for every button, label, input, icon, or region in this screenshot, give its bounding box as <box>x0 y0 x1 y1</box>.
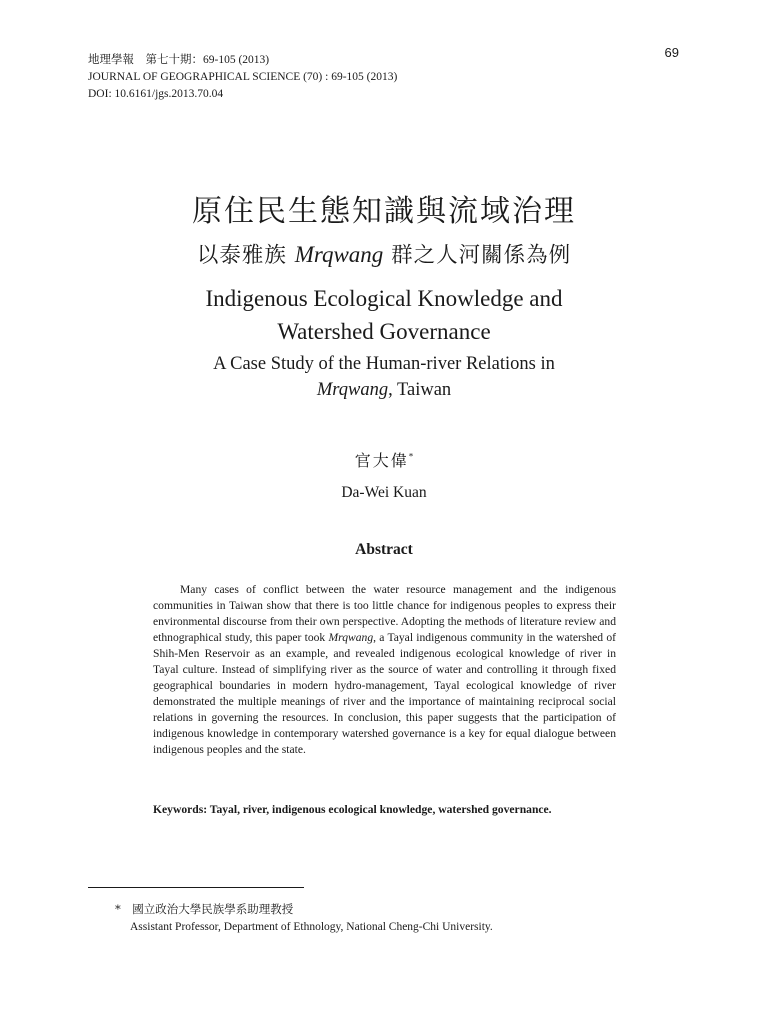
abstract-heading: Abstract <box>355 541 413 558</box>
doi: DOI: 10.6161/jgs.2013.70.04 <box>88 88 224 100</box>
subtitle-zh <box>0 238 768 269</box>
page-number: 69 <box>664 45 679 60</box>
subtitle-zh-latin: Mrqwang <box>294 242 384 267</box>
subtitle-en-suffix: , Taiwan <box>388 380 452 400</box>
journal-header <box>88 52 397 103</box>
subtitle-zh-suffix: 群之人河關係為例 <box>383 243 572 268</box>
author-en: Da-Wei Kuan <box>341 484 427 501</box>
title-en-line2: Watershed Governance <box>277 319 491 344</box>
subtitle-en-italic: Mrqwang <box>316 380 389 400</box>
title-zh: 原住民生態知識與流域治理 <box>192 194 576 229</box>
abstract-body <box>153 582 616 759</box>
subtitle-en-line1: A Case Study of the Human-river Relations in <box>213 354 555 374</box>
title-en <box>0 282 768 348</box>
keywords: Keywords: Tayal, river, indigenous ecological knowledge, watershed governance. <box>153 803 552 816</box>
author-footnote-marker: * <box>408 451 414 462</box>
author-zh <box>0 448 768 471</box>
subtitle-en-line2 <box>0 377 768 403</box>
title-en-line1: Indigenous Ecological Knowledge and <box>205 286 563 311</box>
footnote-affiliation-zh: * 國立政治大學民族學系助理教授 <box>115 902 294 916</box>
abstract-italic: Mrqwang <box>328 631 374 645</box>
footnote-affiliation-en: Assistant Professor, Department of Ethnology, National Cheng-Chi University. <box>130 921 493 933</box>
journal-name-zh: 地理學報 第七十期：69-105 (2013) <box>88 54 270 66</box>
subtitle-en <box>0 351 768 403</box>
author-zh-name: 官大偉 <box>354 451 409 470</box>
footnote-divider <box>88 887 304 888</box>
journal-name-en: JOURNAL OF GEOGRAPHICAL SCIENCE (70) : 69-105 (2013) <box>88 71 398 83</box>
subtitle-zh-prefix: 以泰雅族 <box>196 243 295 268</box>
abstract-part1: Many cases of conflict between the water resource management and the indigenous communities in Taiwan show that there is too little chance for indigenous peoples to express their environmental discourse from their own perspective. Adopting the methods of literature review and ethnographical study, this paper took <box>153 583 616 645</box>
abstract-part2: , a Tayal indigenous community in the watershed of Shih-Men Reservoir as an example, and revealed indigenous ecological knowledge of river in Tayal culture. Instead of simplifying river as the source of water and controlling it through fixed geographical boundaries in modern hydro-management, Tayal ecological knowledge of river demonstrated the multiple meanings of river and the importance of maintaining reciprocal social relations in governing the resources. In conclusion, this paper suggests that the participation of indigenous knowledge in contemporary watershed governance is a key for equal dialogue between indigenous peoples and the state. <box>153 631 616 757</box>
